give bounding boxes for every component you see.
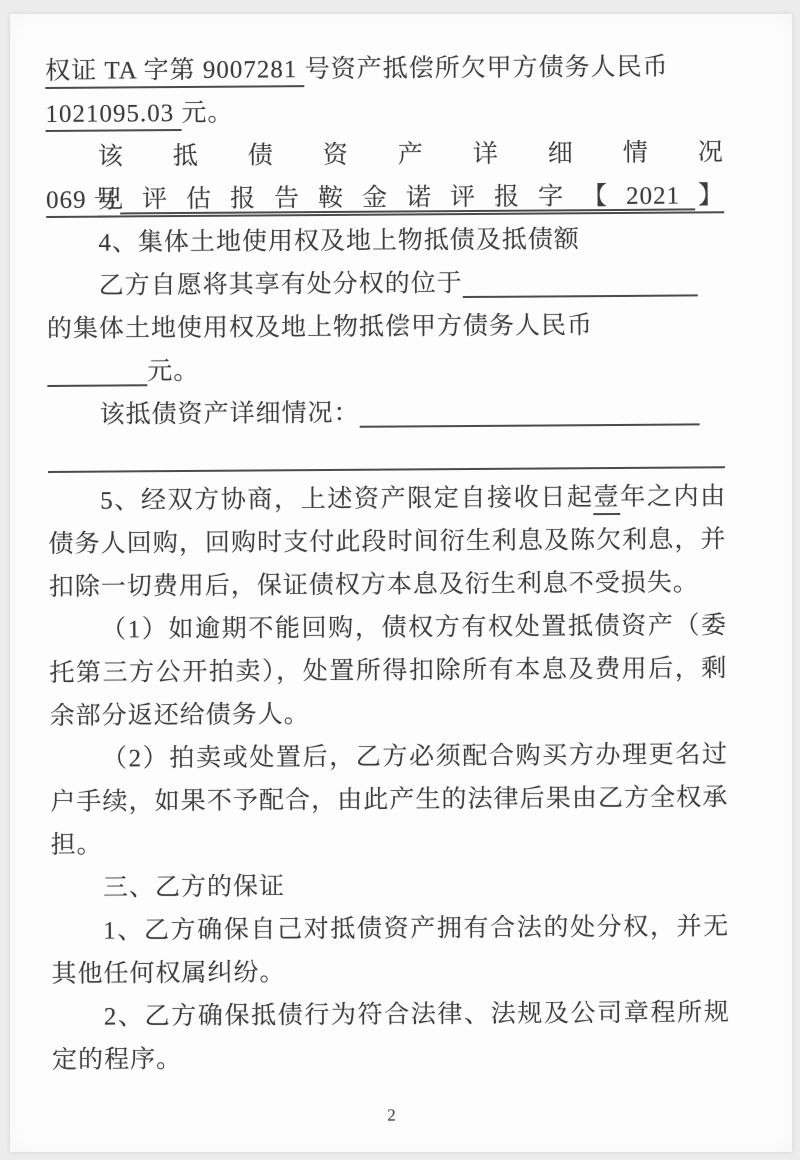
- text-line: [46, 174, 724, 222]
- document-page: [10, 14, 792, 1152]
- text-line: [50, 690, 728, 738]
- text-line: [45, 45, 723, 93]
- text-segment: 乙方自愿将其享有处分权的位于: [98, 270, 463, 300]
- text-segment: 5、经双方协商，上述资产限定自接收日起: [100, 484, 594, 515]
- text-line: [50, 733, 728, 781]
- page-number: 2: [387, 1105, 396, 1125]
- text-segment: 定的程序。: [52, 1046, 183, 1074]
- text-segment: 担。: [50, 831, 103, 859]
- underlined-text: 1021095.03: [45, 100, 181, 132]
- text-segment: 托第三方公开拍卖），处置所得扣除所有本息及费用后，剩: [49, 655, 728, 687]
- text-line: [49, 604, 727, 652]
- text-line: [52, 991, 730, 1039]
- text-line: [47, 303, 725, 351]
- text-segment: 扣除一切费用后，保证债权方本息及衍生利息不受损失。: [48, 569, 699, 601]
- blank-underline: [463, 264, 698, 298]
- text-segment: 元。: [181, 99, 234, 128]
- blank-underline: [120, 178, 695, 214]
- text-line: [45, 88, 723, 136]
- text-segment: 债务人回购，回购时支付此段时间衍生利息及陈欠利息，并: [48, 526, 727, 558]
- text-segment: 2、乙方确保抵债行为符合法律、法规及公司章程所规: [103, 999, 730, 1031]
- text-segment: 的集体土地使用权及地上物抵偿甲方债务人民币: [46, 312, 594, 343]
- document-body: [10, 9, 800, 1139]
- text-segment: 元。: [147, 357, 200, 386]
- text-line: [46, 217, 724, 265]
- text-line: [50, 776, 728, 824]
- text-segment: 年之内由: [620, 483, 727, 511]
- text-segment: 号资产抵偿所欠甲方债务人民币: [304, 53, 669, 84]
- text-line: [48, 518, 726, 566]
- text-segment: 该抵债资产详细情况：: [99, 399, 360, 429]
- text-line: [51, 905, 729, 953]
- blank-underline: [48, 436, 725, 473]
- text-segment: 三、乙方的保证: [102, 873, 285, 902]
- text-line: [50, 819, 728, 867]
- underlined-text: 壹: [594, 484, 621, 515]
- underlined-text: 权证 TA 字第 9007281: [45, 56, 305, 89]
- text-line: [47, 260, 725, 308]
- text-line: [51, 862, 729, 910]
- text-segment: 1、乙方确保自己对抵债资产拥有合法的处分权，并无: [103, 913, 730, 945]
- underlined-text: 见评估报告鞍金诺评报字【2021】: [98, 182, 724, 217]
- text-segment: （2）拍卖或处置后，乙方必须配合购买方办理更名过: [101, 741, 729, 773]
- text-segment: 4、集体土地使用权及地上物抵债及抵债额: [98, 226, 580, 257]
- text-segment: （1）如逾期不能回购，债权方有权处置抵债资产（委: [100, 612, 728, 644]
- blank-underline: [47, 354, 147, 387]
- text-segment: 该抵债资产详细情况: [97, 139, 724, 171]
- text-line: [47, 346, 725, 394]
- text-line: [47, 389, 725, 437]
- underlined-text: 069 号: [46, 186, 120, 218]
- text-line: [49, 561, 727, 609]
- text-segment: 余部分返还给债务人。: [49, 701, 310, 730]
- text-line: [49, 647, 727, 695]
- blank-underline: [359, 393, 699, 427]
- text-line: [52, 1034, 730, 1082]
- text-segment: 户手续，如果不予配合，由此产生的法律后果由乙方全权承: [50, 784, 729, 816]
- text-line: [48, 475, 726, 523]
- text-segment: 其他任何权属纠纷。: [51, 959, 286, 988]
- text-line: [48, 432, 726, 480]
- text-line: [51, 948, 729, 996]
